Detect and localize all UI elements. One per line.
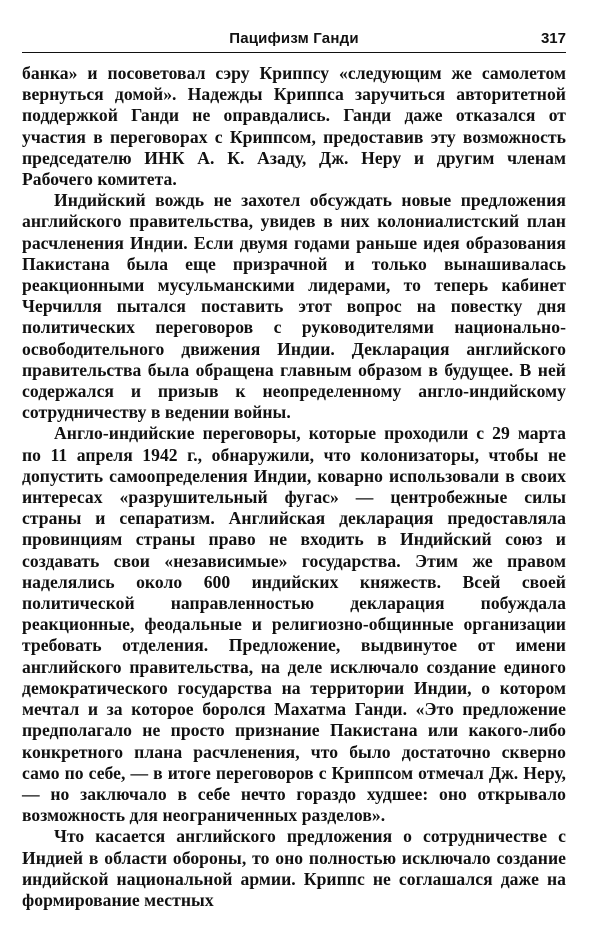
page-number: 317 [540, 30, 566, 47]
paragraph: Индийский вождь не захотел обсуждать новые предложения английского правительства, увидев в них колониалистский план расчленения Индии. Если двумя годами раньше идея образования Пакистана была еще призрачной и только вынашивалась реакционными мусульманскими лидерами, то теперь кабинет Черчилля пытался поставить этот вопрос на повестку дня политических переговоров с руководителями национально-освободительного движения Индии. Декларация английского правительства была обращена главным образом в будущее. В ней содержался и призыв к неопределенному англо-индийскому сотрудничеству в ведении войны. [22, 190, 566, 423]
body-text [22, 63, 566, 911]
running-title: Пацифизм Ганди [229, 30, 359, 47]
paragraph: Что касается английского предложения о сотрудничестве с Индией в области обороны, то оно полностью исключало создание индийской национальной армии. Криппс не соглашался даже на формирование местных [22, 826, 566, 910]
running-head [22, 28, 566, 53]
paragraph-continuation: банка» и посоветовал сэру Криппсу «следующим же самолетом вернуться домой». Надежды Криппса заручиться авторитетной поддержкой Ганди не оправдались. Ганди даже отказался от участия в переговорах с Криппсом, предоставив эту возможность председателю ИНК А. К. Азаду, Дж. Неру и другим членам Рабочего комитета. [22, 63, 566, 190]
book-page [22, 28, 566, 911]
paragraph: Англо-индийские переговоры, которые проходили с 29 марта по 11 апреля 1942 г., обнаружили, что колонизаторы, чтобы не допустить самоопределения Индии, коварно использовали в своих интересах «разрушительный фугас» — центробежные силы страны и сепаратизм. Английская декларация предоставляла провинциям страны право не входить в Индийский союз и создавать свои «независимые» государства. Этим же правом наделялись около 600 индийских княжеств. Всей своей политической направленностью декларация побуждала реакционные, феодальные и религиозно-общинные организации требовать отделения. Предложение, выдвинутое от имени английского правительства, на деле исключало создание единого демократического государства на территории Индии, о котором мечтал и за которое боролся Махатма Ганди. «Это предложение предполагало не просто признание Пакистана или какого-либо конкретного плана расчленения, что было достаточно скверно само по себе, — в итоге переговоров с Криппсом отмечал Дж. Неру, — но заключало в себе нечто гораздо худшее: оно открывало возможность для неограниченных разделов». [22, 423, 566, 826]
